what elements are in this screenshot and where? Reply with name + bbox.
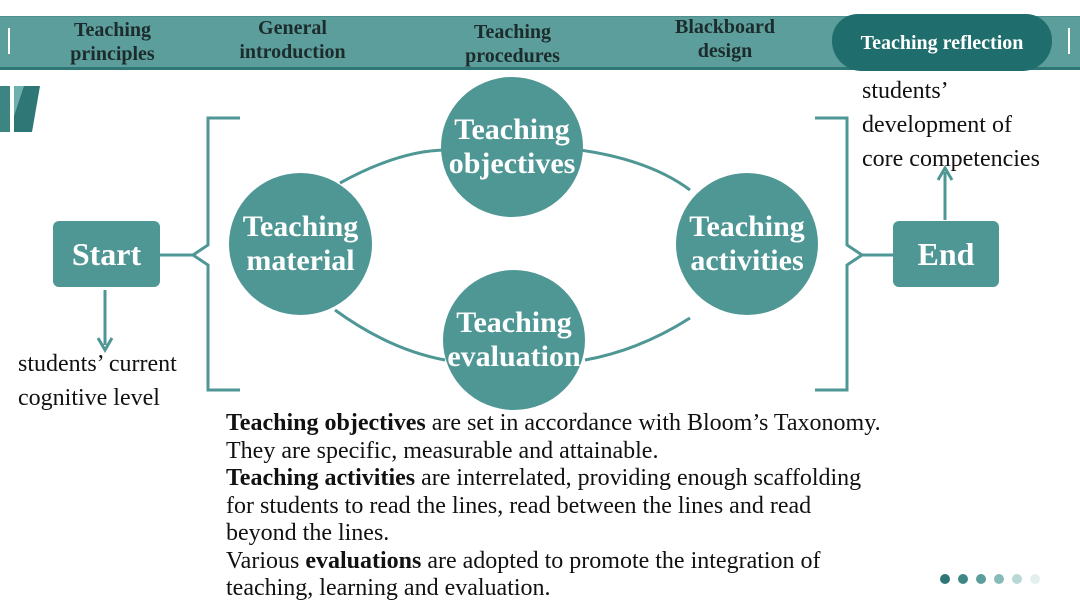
tab-label-line1: Teaching (73, 19, 152, 41)
end-note (862, 74, 1040, 176)
pager-dot[interactable] (1030, 574, 1040, 584)
start-note-line2: cognitive level (18, 385, 160, 411)
pager-dot[interactable] (958, 574, 968, 584)
tab-label: Teaching reflection (860, 31, 1024, 54)
reflection-paragraph (226, 410, 886, 603)
start-note-line1: students’ current (18, 351, 177, 377)
tab-label-line2: design (697, 40, 753, 62)
end-label: End (917, 235, 975, 272)
pager-dot[interactable] (994, 574, 1004, 584)
circle-teaching-objectives (441, 77, 583, 217)
circle-label-line2: objectives (448, 147, 576, 180)
ring-arc (335, 310, 445, 360)
circle-label-line1: Teaching (242, 210, 359, 243)
tab-label-line1: Blackboard (674, 16, 776, 38)
circle-teaching-evaluation (443, 270, 585, 410)
tab-label-line2: principles (70, 43, 155, 65)
pager-dot[interactable] (940, 574, 950, 584)
circle-teaching-activities (676, 173, 818, 315)
right-bracket (815, 118, 862, 390)
circle-label-line1: Teaching (454, 113, 570, 146)
ring-arc (580, 150, 690, 190)
end-note-line2: development of (862, 112, 1012, 138)
ring-arc (585, 318, 690, 360)
pager-dot[interactable] (976, 574, 986, 584)
slide-pager[interactable] (940, 574, 1040, 584)
start-note (18, 347, 177, 415)
start-label: Start (71, 235, 142, 272)
end-note-line3: core competencies (862, 146, 1040, 172)
circle-label-line2: activities (690, 244, 804, 277)
objectives-text: are set in accordance with Bloom’s Taxonomy. They are specific, measurable and attainable. (226, 410, 881, 464)
tab-label-line1: Teaching (473, 21, 552, 43)
end-note-line1: students’ (862, 78, 949, 104)
tab-label-line2: introduction (239, 41, 346, 63)
end-box (893, 221, 999, 287)
objectives-term: Teaching objectives (226, 410, 426, 436)
circle-label-line1: Teaching (456, 306, 572, 339)
circle-label-line1: Teaching (689, 210, 805, 243)
activities-term: Teaching activities (226, 465, 416, 491)
activities-sentence (226, 465, 886, 548)
circle-teaching-material (229, 173, 372, 315)
pager-dot[interactable] (1012, 574, 1022, 584)
circle-label-line2: material (246, 244, 355, 277)
activities-text: are interrelated, providing enough scaffolding for students to read the lines, read between the lines and read beyond the lines. (226, 465, 862, 546)
objectives-sentence (226, 410, 886, 465)
evaluations-prefix: Various (226, 547, 306, 574)
tab-label-line1: General (258, 17, 327, 39)
circle-label-line2: evaluation (447, 340, 581, 373)
ring-arc (340, 150, 447, 183)
evaluations-term: evaluations (305, 547, 422, 574)
start-box (53, 221, 160, 287)
evaluations-text: are adopted to promote the integration of teaching, learning and evaluation. (226, 547, 821, 601)
tab-label-line2: procedures (465, 45, 560, 67)
evaluations-sentence (226, 548, 886, 603)
